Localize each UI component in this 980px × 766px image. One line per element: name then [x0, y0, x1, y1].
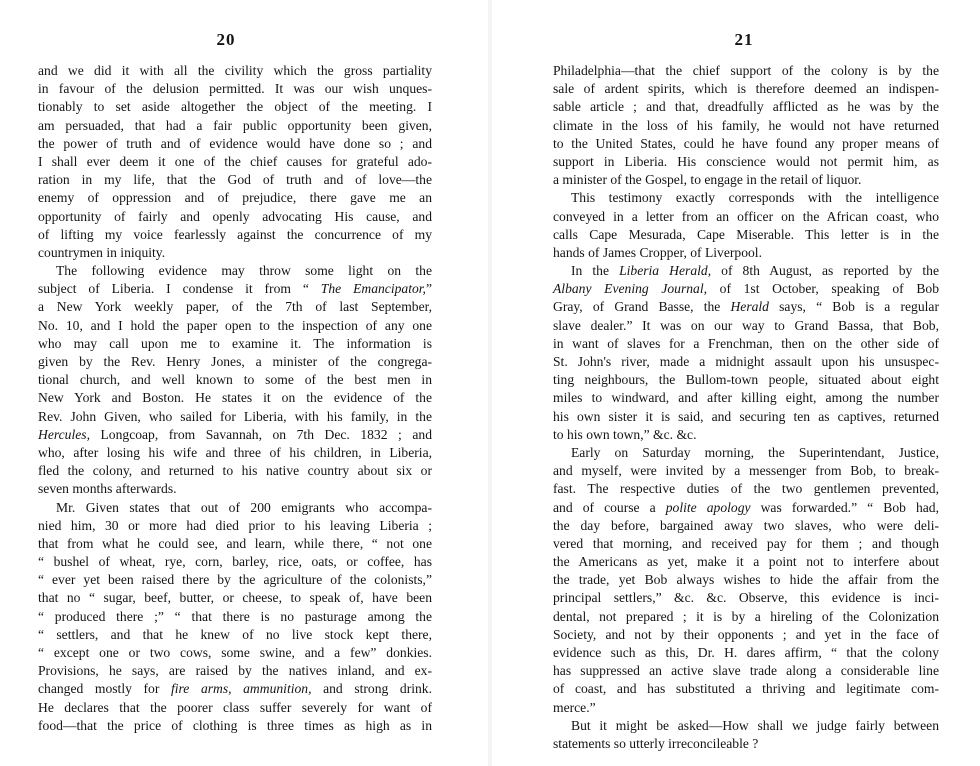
text-line: given by the Rev. Henry Jones, a minister of the congrega-: [38, 354, 432, 369]
text-line: in want of slaves for a Frenchman, then on the other side of: [553, 335, 939, 351]
italic-title: The Emancipator,: [320, 281, 426, 297]
text-line: Rev. John Given, who sailed for Liberia, with his family, in the: [38, 408, 432, 424]
text-line: has suppressed an active slave trade along a considerable line: [553, 663, 939, 679]
text-segment: and of course a: [553, 499, 666, 515]
page-number: 20: [216, 30, 236, 49]
italic-title: polite apology: [665, 499, 751, 515]
right-page: [490, 0, 980, 766]
page-text: [38, 62, 432, 735]
text-line: Mr. Given states that out of 200 emigrants who accompa-: [56, 499, 432, 515]
text-line: that no “ sugar, beef, butter, or cheese, to speak of, have been: [38, 590, 432, 606]
text-line: [553, 280, 939, 298]
italic-title: fire arms, ammunition,: [170, 681, 312, 697]
text-line: of coast, and has substituted a thriving and legitimate com-: [553, 681, 939, 697]
text-line: But it might be asked—How shall we judge fairly between: [571, 717, 939, 733]
text-line: Society, and not by their opponents ; and yet in the face of: [553, 626, 939, 642]
text-line: his own sister it is said, and securing ten as captives, returned: [553, 408, 939, 424]
text-line: “ settlers, and that he knew of no live stock kept there,: [38, 626, 432, 642]
text-segment: subject of Liberia. I condense it from “: [38, 281, 321, 297]
text-line: [38, 426, 432, 444]
text-line: in favour of the delusion permitted. It was our wish unques-: [38, 81, 432, 97]
text-line: countrymen in iniquity.: [38, 244, 166, 260]
text-line: I shall ever deem it one of the chief causes for grateful ado-: [38, 153, 432, 169]
text-line: conveyed in a letter from an officer on the African coast, who: [553, 208, 939, 224]
text-line: Early on Saturday morning, the Superintendant, Justice,: [571, 444, 939, 460]
text-line: [553, 262, 939, 280]
text-line: No. 10, and I hold the paper open to the inspection of any one: [38, 317, 432, 333]
text-segment: changed mostly for: [38, 681, 171, 697]
text-line: ration in my life, that the God of truth and of love—the: [38, 172, 432, 188]
text-segment: of 1st October, speaking of Bob: [707, 281, 939, 297]
text-line: support in Liberia. His conscience would not permit him, as: [553, 153, 939, 169]
text-line: sable article ; and that, dreadfully afflicted as he was by the: [553, 99, 939, 115]
text-line: calls Cape Mesurada, Cape Miserable. This letter is in the: [553, 226, 939, 242]
text-line: enemy of oppression and of prejudice, there gave me an: [38, 190, 432, 206]
text-line: evidence such as this, Dr. H. dares affirm, “ that the colony: [553, 645, 939, 660]
page-number: 21: [734, 30, 754, 49]
text-segment: was forwarded.” “ Bob had,: [750, 499, 940, 515]
text-line: a minister of the Gospel, to engage in the retail of liquor.: [553, 172, 862, 188]
text-segment: In the: [571, 263, 620, 279]
text-line: statements so utterly irreconcileable ?: [553, 735, 759, 751]
text-line: [553, 499, 939, 517]
text-line: and we did it with all the civility which the gross partiality: [38, 63, 432, 78]
text-segment: ”: [425, 281, 432, 297]
italic-title: Herald: [730, 299, 769, 315]
text-line: merce.”: [553, 699, 596, 715]
text-segment: and strong drink.: [311, 681, 432, 697]
text-line: He declares that the poorer class suffer severely for want of: [38, 699, 432, 715]
text-line: slave dealer.” It was on our way to Grand Bassa, that Bob,: [553, 317, 939, 333]
text-line: the Americans as yet, make it a point not to interfere about: [553, 554, 939, 570]
italic-title: Liberia Herald,: [619, 263, 712, 279]
text-line: tionably to set aside altogether the object of the meeting. I: [38, 99, 432, 115]
text-line: hands of James Cropper, of Liverpool.: [553, 244, 762, 260]
text-line: Provisions, he says, are raised by the natives inland, and ex-: [38, 663, 432, 679]
italic-title: Hercules,: [38, 426, 90, 442]
italic-title: Albany Evening Journal,: [553, 281, 708, 297]
text-line: who, after losing his wife and three of his children, in Liberia,: [38, 444, 432, 460]
text-line: [553, 298, 939, 316]
text-line: nied him, 30 or more had died prior to his leaving Liberia ;: [38, 517, 432, 533]
text-line: principal settlers,” &c. &c. Observe, this evidence is inci-: [553, 590, 939, 606]
text-line: New York and Boston. He states it on the evidence of the: [38, 390, 432, 406]
text-line: the day before, bargained away two slaves, who were deli-: [553, 517, 939, 533]
text-line: the trade, yet Bob always wishes to hide the affair from the: [553, 572, 939, 588]
text-line: sale of ardent spirits, which is therefore deemed an indispen-: [553, 81, 939, 97]
text-line: “ bushel of wheat, rye, corn, barley, rice, oats, or coffee, has: [38, 554, 432, 570]
text-line: food—that the price of clothing is three times as high as in: [38, 717, 432, 733]
text-line: seven months afterwards.: [38, 481, 177, 497]
text-line: to the United States, could he have found any proper means of: [553, 135, 939, 151]
text-line: a New York weekly paper, of the 7th of last September,: [38, 299, 432, 315]
page-text: [553, 62, 939, 753]
text-line: vered that morning, and received pay for them ; and though: [553, 535, 939, 551]
text-line: opportunity of fairly and openly advocating His cause, and: [38, 208, 432, 224]
text-line: “ ever yet been raised there by the agriculture of the colonists,”: [38, 572, 432, 588]
text-line: This testimony exactly corresponds with the intelligence: [571, 190, 939, 206]
text-line: climate in the loss of his family, he would not have returned: [553, 117, 939, 133]
text-line: [38, 680, 432, 698]
text-line: that from what he could see, and learn, while there, “ not one: [38, 535, 432, 551]
text-line: to his own town,” &c. &c.: [553, 426, 697, 442]
text-line: [38, 280, 432, 298]
text-line: tional church, and well known to some of the best men in: [38, 372, 432, 388]
text-line: the power of truth and of evidence would have done so ; and: [38, 135, 432, 151]
text-segment: says, “ Bob is a regular: [768, 299, 939, 315]
text-line: Philadelphia—that the chief support of the colony is by the: [553, 63, 939, 78]
text-line: dental, not prepared ; it is by a hireling of the Colonization: [553, 608, 939, 624]
text-line: The following evidence may throw some light on the: [56, 263, 432, 279]
text-line: who may call upon me to examine it. The information is: [38, 335, 432, 351]
text-line: St. John's river, made a midnight assault upon his unsuspec-: [553, 354, 939, 369]
text-line: and myself, were invited by a messenger from Bob, to break-: [553, 463, 939, 479]
text-line: fast. The respective duties of the two gentlemen prevented,: [553, 481, 939, 497]
text-line: ting neighbours, the Bullom-town people, situated about eight: [553, 372, 939, 388]
text-segment: of 8th August, as reported by the: [711, 263, 940, 279]
text-line: miles to windward, and after killing eight, among the number: [553, 390, 939, 406]
text-segment: Gray, of Grand Basse, the: [553, 299, 731, 315]
text-line: “ produced there ;” “ that there is no pasturage among the: [38, 608, 432, 624]
text-segment: Longcoap, from Savannah, on 7th Dec. 1832 ; and: [89, 426, 432, 442]
text-line: of lifting my voice fearlessly against the concurrence of my: [38, 226, 432, 242]
text-line: “ except one or two cows, some swine, and a few” donkies.: [38, 645, 432, 660]
text-line: am persuaded, that had a fair public opportunity been given,: [38, 117, 432, 133]
text-line: fled the colony, and returned to his native country about six or: [38, 463, 432, 479]
